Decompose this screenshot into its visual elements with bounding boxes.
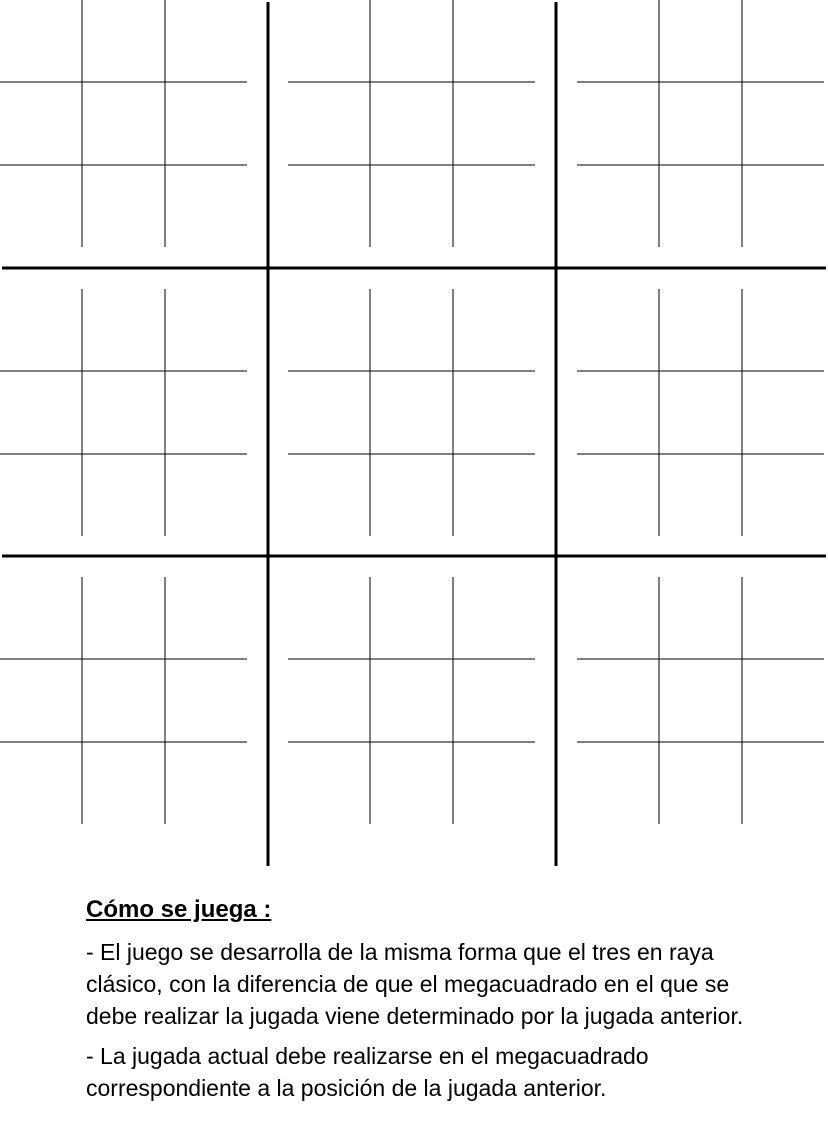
cell-2-3-3-1[interactable] bbox=[577, 453, 659, 535]
cell-1-2-2-3[interactable] bbox=[452, 82, 534, 164]
cell-1-3-1-2[interactable] bbox=[659, 0, 741, 82]
cell-3-2-2-1[interactable] bbox=[288, 659, 370, 741]
cell-3-1-3-3[interactable] bbox=[164, 741, 246, 823]
cell-1-2-2-2[interactable] bbox=[370, 82, 452, 164]
rule-paragraph-1: - El juego se desarrolla de la misma forma que el tres en raya clásico, con la diferencia de que el megacuadrado en el que se debe realizar la jugada viene determinado por la jugada anterior. bbox=[86, 939, 744, 1029]
cell-1-3-3-1[interactable] bbox=[577, 164, 659, 246]
cell-2-3-2-1[interactable] bbox=[577, 371, 659, 453]
mini-board-3-3 bbox=[577, 577, 824, 824]
cell-2-2-3-1[interactable] bbox=[288, 453, 370, 535]
cell-2-1-3-3[interactable] bbox=[164, 453, 246, 535]
cell-3-3-2-3[interactable] bbox=[741, 659, 823, 741]
mini-board-1-2 bbox=[288, 0, 535, 247]
cell-2-1-1-2[interactable] bbox=[82, 289, 164, 371]
cell-3-1-1-1[interactable] bbox=[0, 577, 82, 659]
cell-1-1-1-1[interactable] bbox=[0, 0, 82, 82]
cell-2-3-3-3[interactable] bbox=[741, 453, 823, 535]
cell-2-2-2-3[interactable] bbox=[452, 371, 534, 453]
mini-board-1-1 bbox=[0, 0, 247, 247]
cell-2-3-1-3[interactable] bbox=[741, 289, 823, 371]
cell-2-2-2-2[interactable] bbox=[370, 371, 452, 453]
cell-1-1-1-3[interactable] bbox=[164, 0, 246, 82]
cell-3-3-1-2[interactable] bbox=[659, 577, 741, 659]
cell-1-2-1-2[interactable] bbox=[370, 0, 452, 82]
cell-1-2-3-2[interactable] bbox=[370, 164, 452, 246]
cell-1-3-2-2[interactable] bbox=[659, 82, 741, 164]
cell-1-1-2-2[interactable] bbox=[82, 82, 164, 164]
cell-1-2-3-3[interactable] bbox=[452, 164, 534, 246]
cell-1-2-1-3[interactable] bbox=[452, 0, 534, 82]
cell-3-1-3-1[interactable] bbox=[0, 741, 82, 823]
cell-3-2-2-3[interactable] bbox=[452, 659, 534, 741]
cell-3-3-2-2[interactable] bbox=[659, 659, 741, 741]
cell-1-1-2-3[interactable] bbox=[164, 82, 246, 164]
cell-1-1-3-1[interactable] bbox=[0, 164, 82, 246]
rule-paragraph-2: - La jugada actual debe realizarse en el megacuadrado correspondiente a la posición de la jugada anterior. bbox=[86, 1043, 649, 1101]
cell-2-1-2-3[interactable] bbox=[164, 371, 246, 453]
cell-1-1-3-2[interactable] bbox=[82, 164, 164, 246]
cell-3-2-1-1[interactable] bbox=[288, 577, 370, 659]
mini-board-3-1 bbox=[0, 577, 247, 824]
cell-2-2-1-1[interactable] bbox=[288, 289, 370, 371]
cell-2-2-1-3[interactable] bbox=[452, 289, 534, 371]
cell-2-1-3-2[interactable] bbox=[82, 453, 164, 535]
cell-3-2-2-2[interactable] bbox=[370, 659, 452, 741]
cell-3-2-3-3[interactable] bbox=[452, 741, 534, 823]
cell-3-1-1-3[interactable] bbox=[164, 577, 246, 659]
cell-3-3-1-1[interactable] bbox=[577, 577, 659, 659]
cell-2-2-3-3[interactable] bbox=[452, 453, 534, 535]
mini-board-1-3 bbox=[577, 0, 824, 247]
cell-2-1-2-2[interactable] bbox=[82, 371, 164, 453]
cell-2-1-1-3[interactable] bbox=[164, 289, 246, 371]
cell-2-1-3-1[interactable] bbox=[0, 453, 82, 535]
cell-3-1-3-2[interactable] bbox=[82, 741, 164, 823]
cell-1-2-2-1[interactable] bbox=[288, 82, 370, 164]
cell-1-2-3-1[interactable] bbox=[288, 164, 370, 246]
cell-1-2-1-1[interactable] bbox=[288, 0, 370, 82]
cell-3-3-1-3[interactable] bbox=[741, 577, 823, 659]
cell-3-3-3-2[interactable] bbox=[659, 741, 741, 823]
cell-3-2-1-3[interactable] bbox=[452, 577, 534, 659]
cell-1-1-1-2[interactable] bbox=[82, 0, 164, 82]
cell-1-3-3-3[interactable] bbox=[741, 164, 823, 246]
cell-1-3-2-3[interactable] bbox=[741, 82, 823, 164]
rules-section bbox=[86, 894, 766, 1112]
mini-board-2-2 bbox=[288, 289, 535, 536]
cell-1-3-3-2[interactable] bbox=[659, 164, 741, 246]
cell-2-3-2-2[interactable] bbox=[659, 371, 741, 453]
cell-3-1-2-1[interactable] bbox=[0, 659, 82, 741]
cell-1-1-2-1[interactable] bbox=[0, 82, 82, 164]
cell-3-3-3-1[interactable] bbox=[577, 741, 659, 823]
mini-board-2-1 bbox=[0, 289, 247, 536]
cell-1-3-2-1[interactable] bbox=[577, 82, 659, 164]
cell-3-2-3-2[interactable] bbox=[370, 741, 452, 823]
cell-3-3-3-3[interactable] bbox=[741, 741, 823, 823]
cell-2-3-3-2[interactable] bbox=[659, 453, 741, 535]
cell-3-2-1-2[interactable] bbox=[370, 577, 452, 659]
cell-2-2-1-2[interactable] bbox=[370, 289, 452, 371]
cell-1-3-1-3[interactable] bbox=[741, 0, 823, 82]
cell-3-2-3-1[interactable] bbox=[288, 741, 370, 823]
cell-2-1-2-1[interactable] bbox=[0, 371, 82, 453]
cell-2-3-2-3[interactable] bbox=[741, 371, 823, 453]
cell-2-2-2-1[interactable] bbox=[288, 371, 370, 453]
cell-2-2-3-2[interactable] bbox=[370, 453, 452, 535]
cell-2-3-1-1[interactable] bbox=[577, 289, 659, 371]
cell-1-3-1-1[interactable] bbox=[577, 0, 659, 82]
mini-board-3-2 bbox=[288, 577, 535, 824]
cell-2-3-1-2[interactable] bbox=[659, 289, 741, 371]
cell-3-1-2-2[interactable] bbox=[82, 659, 164, 741]
cell-1-1-3-3[interactable] bbox=[164, 164, 246, 246]
cell-3-1-2-3[interactable] bbox=[164, 659, 246, 741]
cell-3-1-1-2[interactable] bbox=[82, 577, 164, 659]
mini-board-2-3 bbox=[577, 289, 824, 536]
rules-title: Cómo se juega : bbox=[86, 896, 272, 923]
cell-2-1-1-1[interactable] bbox=[0, 289, 82, 371]
cell-3-3-2-1[interactable] bbox=[577, 659, 659, 741]
